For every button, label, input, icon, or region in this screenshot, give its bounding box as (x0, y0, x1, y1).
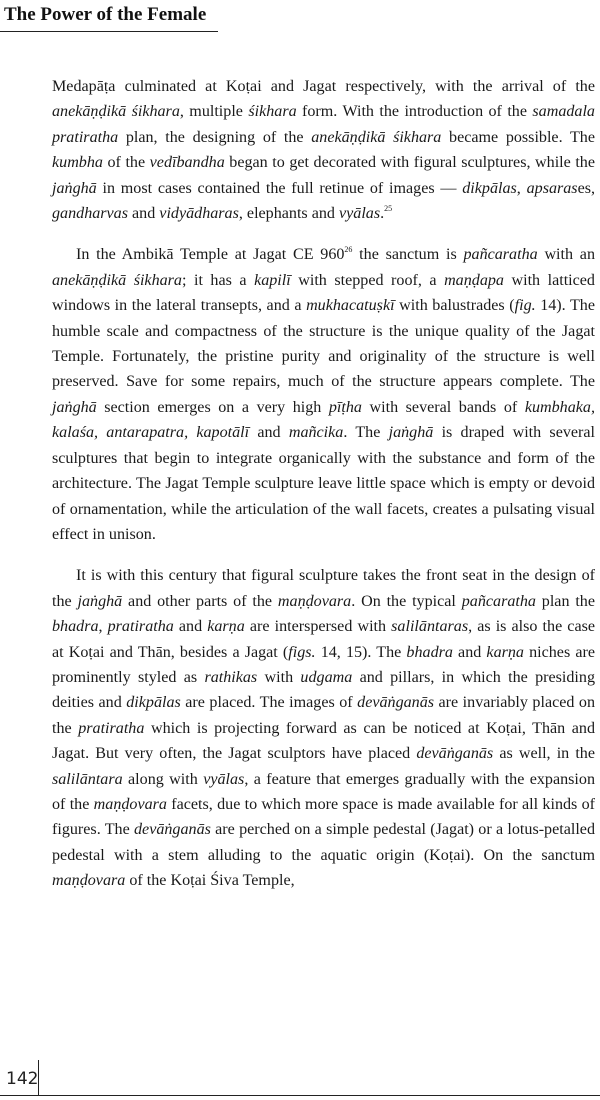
text-run: with several bands of (361, 398, 525, 416)
text-run: are interspersed with (244, 618, 392, 636)
text-run: . (380, 205, 385, 223)
italic-term: maṇḍovara (93, 795, 167, 813)
text-run: . The (343, 424, 389, 442)
italic-term: devāṅganās (416, 745, 494, 763)
text-run: plan the (535, 592, 595, 610)
text-run: and (128, 205, 160, 223)
body-paragraph (52, 74, 595, 226)
italic-term: mañcika (288, 424, 344, 442)
italic-term: anekāṇḍikā śikhara (52, 103, 180, 121)
body-paragraph (52, 242, 595, 547)
text-run: and pillars, in which the presiding deities and (52, 668, 595, 712)
text-run: and (452, 643, 487, 661)
text-run: section emerges on a very high (96, 398, 329, 416)
text-run: are perched on a simple pedestal (Jagat) or a lotus-petalled pedestal with a stem alluding to the aquatic origin (Koṭai). On the sanctum (52, 821, 595, 864)
page-body (52, 74, 595, 910)
footer-rule (0, 1095, 600, 1096)
text-run: began to get decorated with figural sculptures, while the (224, 154, 595, 172)
text-run: with stepped roof, a (290, 271, 445, 289)
page-number: 142 (6, 1069, 39, 1089)
italic-term: maṇḍovara (52, 872, 126, 890)
italic-term: pañcaratha (463, 246, 538, 264)
italic-term: figs. (288, 643, 316, 661)
text-run: are placed. The images of (180, 694, 358, 712)
text-run: became possible. The (441, 128, 595, 146)
text-run: es, (577, 179, 596, 197)
footnote-ref: 26 (344, 245, 353, 255)
text-run: with latticed windows in the lateral transepts, and a (52, 271, 595, 315)
text-run: Medapāṭa culminated at Koṭai and Jagat respectively, with the arrival of the (52, 78, 595, 95)
italic-term: maṇḍovara (277, 592, 352, 610)
italic-term: vedībandha (149, 154, 225, 172)
italic-term: maṇḍapa (444, 271, 504, 289)
italic-term: pañcaratha (461, 592, 536, 610)
text-run: , multiple (179, 103, 249, 121)
italic-term: devāṅganās (134, 821, 211, 839)
italic-term: fig. (514, 297, 536, 315)
text-run: of the Koṭai Śiva Temple, (125, 872, 295, 890)
italic-term: anekāṇḍikā śikhara (311, 128, 442, 146)
italic-term: salilāntaras (391, 618, 469, 636)
italic-term: jaṅghā (52, 398, 97, 416)
italic-term: jaṅghā (388, 424, 434, 442)
text-run: with balustrades ( (394, 297, 515, 315)
italic-term: rathikas (204, 668, 258, 686)
text-run: is draped with several sculptures that begin to integrate organically with the substance and form of the architecture. The Jagat Temple sculpture leave little space which is empty or devoid of ornamentation, while the articulation of the wall facets, creates a pulsating visual effect in unison. (52, 424, 595, 543)
text-run: are invariably placed on the (52, 694, 596, 737)
text-run: , (516, 179, 527, 197)
text-run: form. With the introduction of the (296, 103, 533, 121)
running-header-title: The Power of the Female (4, 4, 207, 25)
text-run: the sanctum is (352, 246, 464, 264)
text-run: with an (537, 246, 595, 264)
text-run: , as is also the case at Koṭai and Thān, besides a Jagat ( (52, 618, 595, 661)
header-rule (0, 31, 218, 32)
italic-term: pratiratha (78, 719, 145, 737)
text-run: which is projecting forward as can be noticed at Koṭai, Thān and Jagat. But very often, the Jagat sculptors have placed (52, 719, 595, 763)
italic-term: salilāntara (52, 770, 123, 788)
text-run: ; it has a (181, 271, 255, 289)
text-run: 14). The humble scale and compactness of the structure is the unique quality of the Jagat Temple. Fortunately, the pristine purity and originality of the structure is well preserved. Save for some repairs, much of the structure appears complete. The (52, 297, 595, 391)
text-run: with (257, 668, 301, 686)
text-run: It is with this century that figural sculpture takes the front seat in the design of the (52, 567, 595, 610)
text-run: In the Ambikā Temple at Jagat CE 960 (76, 246, 345, 264)
italic-term: vyālas (203, 770, 245, 788)
text-run: . On the typical (351, 592, 462, 610)
italic-term: samadala pratiratha (52, 103, 595, 146)
italic-term: kumbha (52, 154, 103, 172)
italic-term: śikhara (248, 103, 297, 121)
italic-term: apsaras (526, 179, 578, 197)
text-run: and other parts of the (122, 592, 278, 610)
footnote-ref: 25 (384, 204, 393, 214)
italic-term: mukhacatuṣkī (306, 297, 395, 315)
text-run: of the (102, 154, 150, 172)
italic-term: dikpālas (462, 179, 517, 197)
text-run: , (98, 618, 108, 636)
italic-term: karṇa (486, 643, 524, 661)
italic-term: udgama (300, 668, 353, 686)
text-run: and (173, 618, 208, 636)
italic-term: bhadra (406, 643, 453, 661)
text-run: , a feature that emerges gradually with the expansion of the (52, 770, 595, 813)
text-run: niches are prominently styled as (52, 643, 595, 686)
text-run: 14, 15). The (315, 643, 407, 661)
body-paragraph (52, 563, 595, 893)
text-run: and (249, 424, 289, 442)
italic-term: jaṅghā (52, 179, 97, 197)
italic-term: bhadra (52, 618, 99, 636)
italic-term: vidyādharas (159, 205, 239, 223)
text-run: in most cases contained the full retinue of images — (96, 179, 463, 197)
italic-term: jaṅghā (77, 592, 123, 610)
italic-term: devāṅganās (357, 694, 435, 712)
italic-term: vyālas (338, 205, 381, 223)
italic-term: pīṭha (328, 398, 362, 416)
italic-term: gandharvas (52, 205, 128, 223)
running-header (0, 0, 600, 36)
italic-term: dikpālas (126, 694, 181, 712)
italic-term: karṇa (207, 618, 245, 636)
italic-term: kapilī (254, 271, 291, 289)
italic-term: kumbhaka, kalaśa, antarapatra, kapotālī (52, 398, 595, 442)
text-run: along with (122, 770, 204, 788)
text-run: facets, due to which more space is made available for all kinds of figures. The (52, 795, 595, 839)
text-run: as well, in the (493, 745, 595, 763)
text-run: plan, the designing of the (118, 128, 312, 146)
text-run: , elephants and (238, 205, 339, 223)
italic-term: anekāṇḍikā śikhara (52, 271, 182, 289)
italic-term: pratiratha (107, 618, 174, 636)
